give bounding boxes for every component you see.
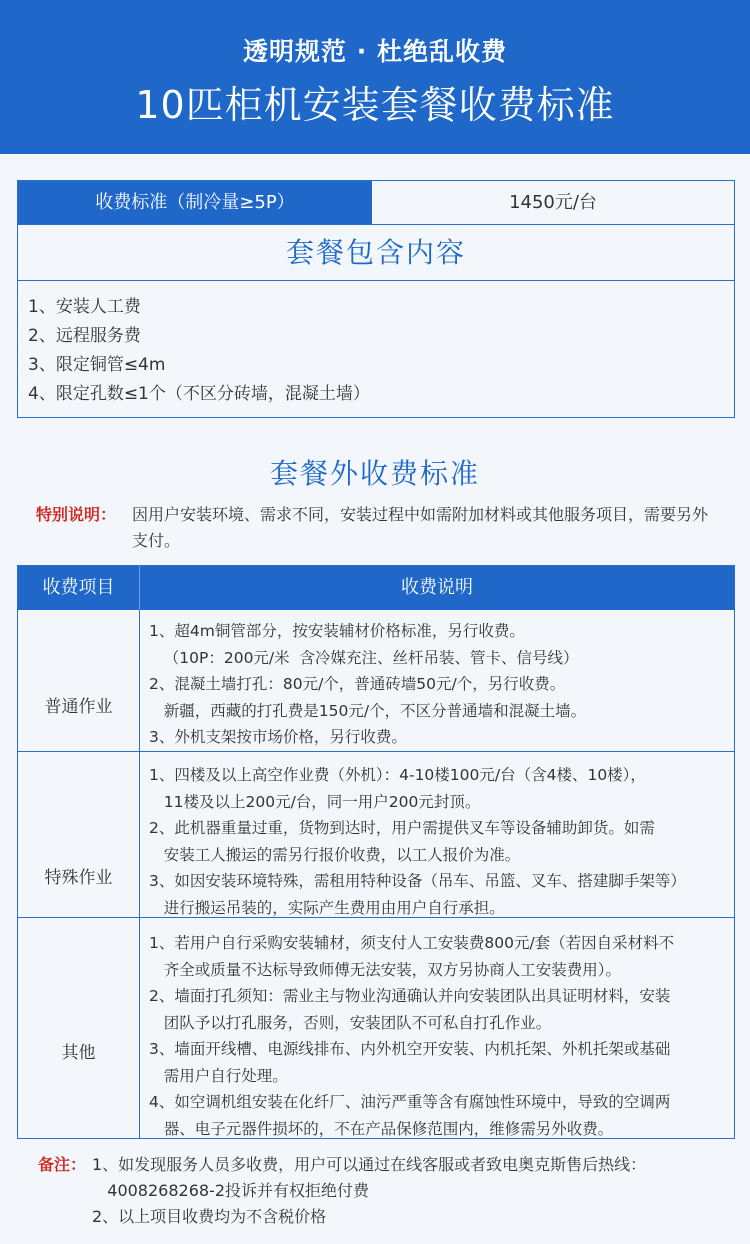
- table-header: [18, 566, 734, 610]
- row-desc-normal: [149, 618, 729, 751]
- desc-line: 2、墙面打孔须知：需业主与物业沟通确认并向安装团队出具证明材料，安装: [149, 987, 671, 1005]
- remark-line: 1、如发现服务人员多收费，用户可以通过在线客服或者致电奥克斯售后热线：: [92, 1155, 647, 1174]
- desc-line: 3、外机支架按市场价格，另行收费。: [149, 728, 407, 746]
- rate-row: [18, 181, 734, 225]
- desc-line: 3、如因安装环境特殊，需租用特种设备（吊车、吊篮、叉车、搭建脚手架等）: [149, 872, 686, 890]
- special-note-label: 特别说明：: [36, 505, 117, 524]
- desc-line: 1、超4m铜管部分，按安装辅材价格标准，另行收费。: [149, 622, 525, 640]
- table-header-item: 收费项目: [18, 566, 140, 610]
- row-divider: [18, 751, 734, 752]
- package-list: [28, 293, 370, 409]
- desc-line: 11楼及以上200元/台，同一用户200元封顶。: [149, 792, 481, 811]
- package-box: [17, 180, 735, 418]
- list-item: 3、限定铜管≤4m: [28, 355, 166, 375]
- fee-table: [17, 565, 735, 1139]
- desc-line: 安装工人搬运的需另行报价收费，以工人报价为准。: [149, 845, 521, 864]
- extra-fee-title: 套餐外收费标准: [269, 457, 480, 490]
- rate-value: 1450元/台: [509, 192, 597, 213]
- desc-line: 2、此机器重量过重，货物到达时，用户需提供叉车等设备辅助卸货。如需: [149, 819, 655, 837]
- row-desc-other: [149, 930, 729, 1142]
- remark-line: 4008268268-2投诉并有权拒绝付费: [92, 1181, 370, 1200]
- desc-line: 1、四楼及以上高空作业费（外机）：4-10楼100元/台（含4楼、10楼），: [149, 766, 646, 784]
- header-banner: [0, 0, 750, 154]
- header-subtitle: 透明规范 · 杜绝乱收费: [243, 37, 507, 66]
- row-divider: [18, 917, 734, 918]
- desc-line: 团队予以打孔服务，否则，安装团队不可私自打孔作业。: [149, 1013, 552, 1032]
- row-desc-special: [149, 762, 729, 921]
- column-divider: [139, 610, 140, 1138]
- remark-lines: [92, 1152, 732, 1230]
- desc-line: 齐全或质量不达标导致师傅无法安装，双方另协商人工安装费用）。: [149, 960, 622, 979]
- desc-line: （10P：200元/米 含冷媒充注、丝杆吊装、管卡、信号线）: [149, 648, 579, 667]
- special-note-text: 因用户安装环境、需求不同，安装过程中如需附加材料或其他服务项目，需要另外支付。: [132, 505, 709, 550]
- remark-label: 备注：: [38, 1155, 87, 1174]
- desc-line: 1、若用户自行采购安装辅材，须支付人工安装费800元/套（若因自采材料不: [149, 934, 675, 952]
- desc-line: 2、混凝土墙打孔：80元/个，普通砖墙50元/个，另行收费。: [149, 675, 566, 693]
- row-name-normal: 普通作业: [44, 697, 113, 717]
- table-header-desc: 收费说明: [401, 577, 473, 598]
- row-name-other: 其他: [61, 1043, 96, 1063]
- desc-line: 器、电子元器件损坏的，不在产品保修范围内，维修需另外收费。: [149, 1119, 614, 1138]
- rate-label: 收费标准（制冷量≥5P）: [18, 181, 372, 224]
- list-item: 4、限定孔数≤1个（不区分砖墙，混凝土墙）: [28, 384, 370, 404]
- package-title: 套餐包含内容: [18, 225, 734, 281]
- list-item: 2、远程服务费: [28, 326, 141, 346]
- desc-line: 4、如空调机组安装在化纤厂、油污严重等含有腐蚀性环境中，导致的空调两: [149, 1093, 671, 1111]
- desc-line: 3、墙面开线槽、电源线排布、内外机空开安装、内机托架、外机托架或基础: [149, 1040, 671, 1058]
- remark-line: 2、以上项目收费均为不含税价格: [92, 1207, 327, 1226]
- page-title: 10匹柜机安装套餐收费标准: [135, 83, 615, 127]
- desc-line: 需用户自行处理。: [149, 1066, 288, 1085]
- desc-line: 新疆，西藏的打孔费是150元/个，不区分普通墙和混凝土墙。: [149, 701, 587, 720]
- desc-line: 进行搬运吊装的，实际产生费用由用户自行承担。: [149, 898, 505, 917]
- list-item: 1、安装人工费: [28, 297, 141, 317]
- row-name-special: 特殊作业: [44, 868, 113, 888]
